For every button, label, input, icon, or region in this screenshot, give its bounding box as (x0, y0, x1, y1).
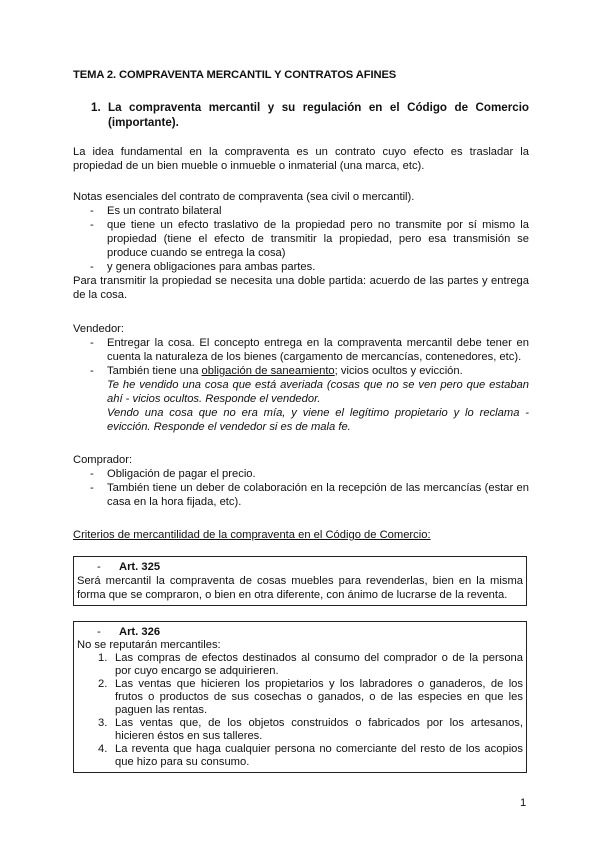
list-item: 1. Las compras de efectos destinados al consumo del comprador o de la persona por cuyo encargo se adquirieren. (98, 652, 523, 677)
document-title: TEMA 2. COMPRAVENTA MERCANTIL Y CONTRATOS AFINES (73, 69, 397, 81)
example-item: Vendo una cosa que no era mía, y viene el legítimo propietario y lo reclama - evicción. Responde el vendedor si es de mala fe. (107, 407, 529, 433)
comprador-section (73, 453, 529, 509)
list-item: - y genera obligaciones para ambas partes. (90, 261, 316, 273)
example-item: Te he vendido una cosa que está averiada (cosas que no se ven pero que estaban ahí - vicios ocultos. Responde el vendedor. (107, 379, 529, 405)
section-heading (91, 100, 529, 130)
art-325-text: Será mercantil la compraventa de cosas muebles para revenderlas, bien en la misma forma que se compraron, o bien en otra diferente, con ánimo de lucrarse de la reventa. (77, 575, 523, 601)
list-item: - También tiene una obligación de saneamiento; vicios ocultos y evicción. (90, 365, 463, 377)
saneamiento-link: obligación de saneamiento (201, 365, 335, 377)
vendedor-list (73, 336, 529, 434)
art-326-list (77, 652, 523, 769)
list-item: - que tiene un efecto traslativo de la propiedad pero no transmite por sí mismo la propiedad (tiene el efecto de transmitir la propiedad, pero esa transmisión se produce cuando se entrega la cosa) (90, 219, 529, 259)
comprador-list (73, 467, 529, 509)
notas-after: Para transmitir la propiedad se necesita una doble partida: acuerdo de las partes y entrega de la cosa. (73, 275, 529, 301)
list-item: - Es un contrato bilateral (90, 205, 222, 217)
section-number: 1. (91, 101, 101, 114)
art-326-intro: No se reputarán mercantiles: (77, 639, 221, 651)
list-item: 2. Las ventas que hicieren los propietarios y los labradores o ganaderos, de los frutos o productos de sus cosechas o ganados, o de las especies en que les paguen las rentas. (98, 678, 523, 716)
list-item: - También tiene un deber de colaboración en la recepción de las mercancías (estar en casa en la hora fijada, etc). (90, 482, 529, 508)
list-item: - Obligación de pagar el precio. (90, 468, 256, 480)
criterios-heading: Criterios de mercantilidad de la compraventa en el Código de Comercio: (73, 529, 431, 541)
section-text: La compraventa mercantil y su regulación en el Código de Comercio (importante). (108, 101, 529, 129)
art-326-box (73, 621, 527, 773)
notas-heading: Notas esenciales del contrato de compraventa (sea civil o mercantil). (73, 191, 415, 203)
art-325-label: - Art. 325 (97, 561, 161, 573)
list-item: - Entregar la cosa. El concepto entrega en la compraventa mercantil debe tener en cuenta la naturaleza de los bienes (cargamento de mercancías, contenedores, etc). (90, 337, 529, 363)
art-325-box (73, 556, 527, 606)
list-item: 3. Las ventas que, de los objetos construidos o fabricados por los artesanos, hicieren éstos en sus talleres. (98, 717, 523, 742)
intro-paragraph: La idea fundamental en la compraventa es un contrato cuyo efecto es trasladar la propiedad de un bien mueble o inmueble o inmaterial (una marca, etc). (73, 146, 529, 172)
list-item: 4. La reventa que haga cualquier persona no comerciante del resto de los acopios que hizo para su consumo. (98, 743, 523, 768)
comprador-heading: Comprador: (73, 454, 133, 466)
vendedor-heading: Vendedor: (73, 323, 125, 335)
notas-section (73, 190, 529, 302)
notas-list (73, 204, 529, 274)
vendedor-section (73, 322, 529, 434)
art-326-label: - Art. 326 (97, 626, 161, 638)
page-number: 1 (520, 797, 527, 809)
